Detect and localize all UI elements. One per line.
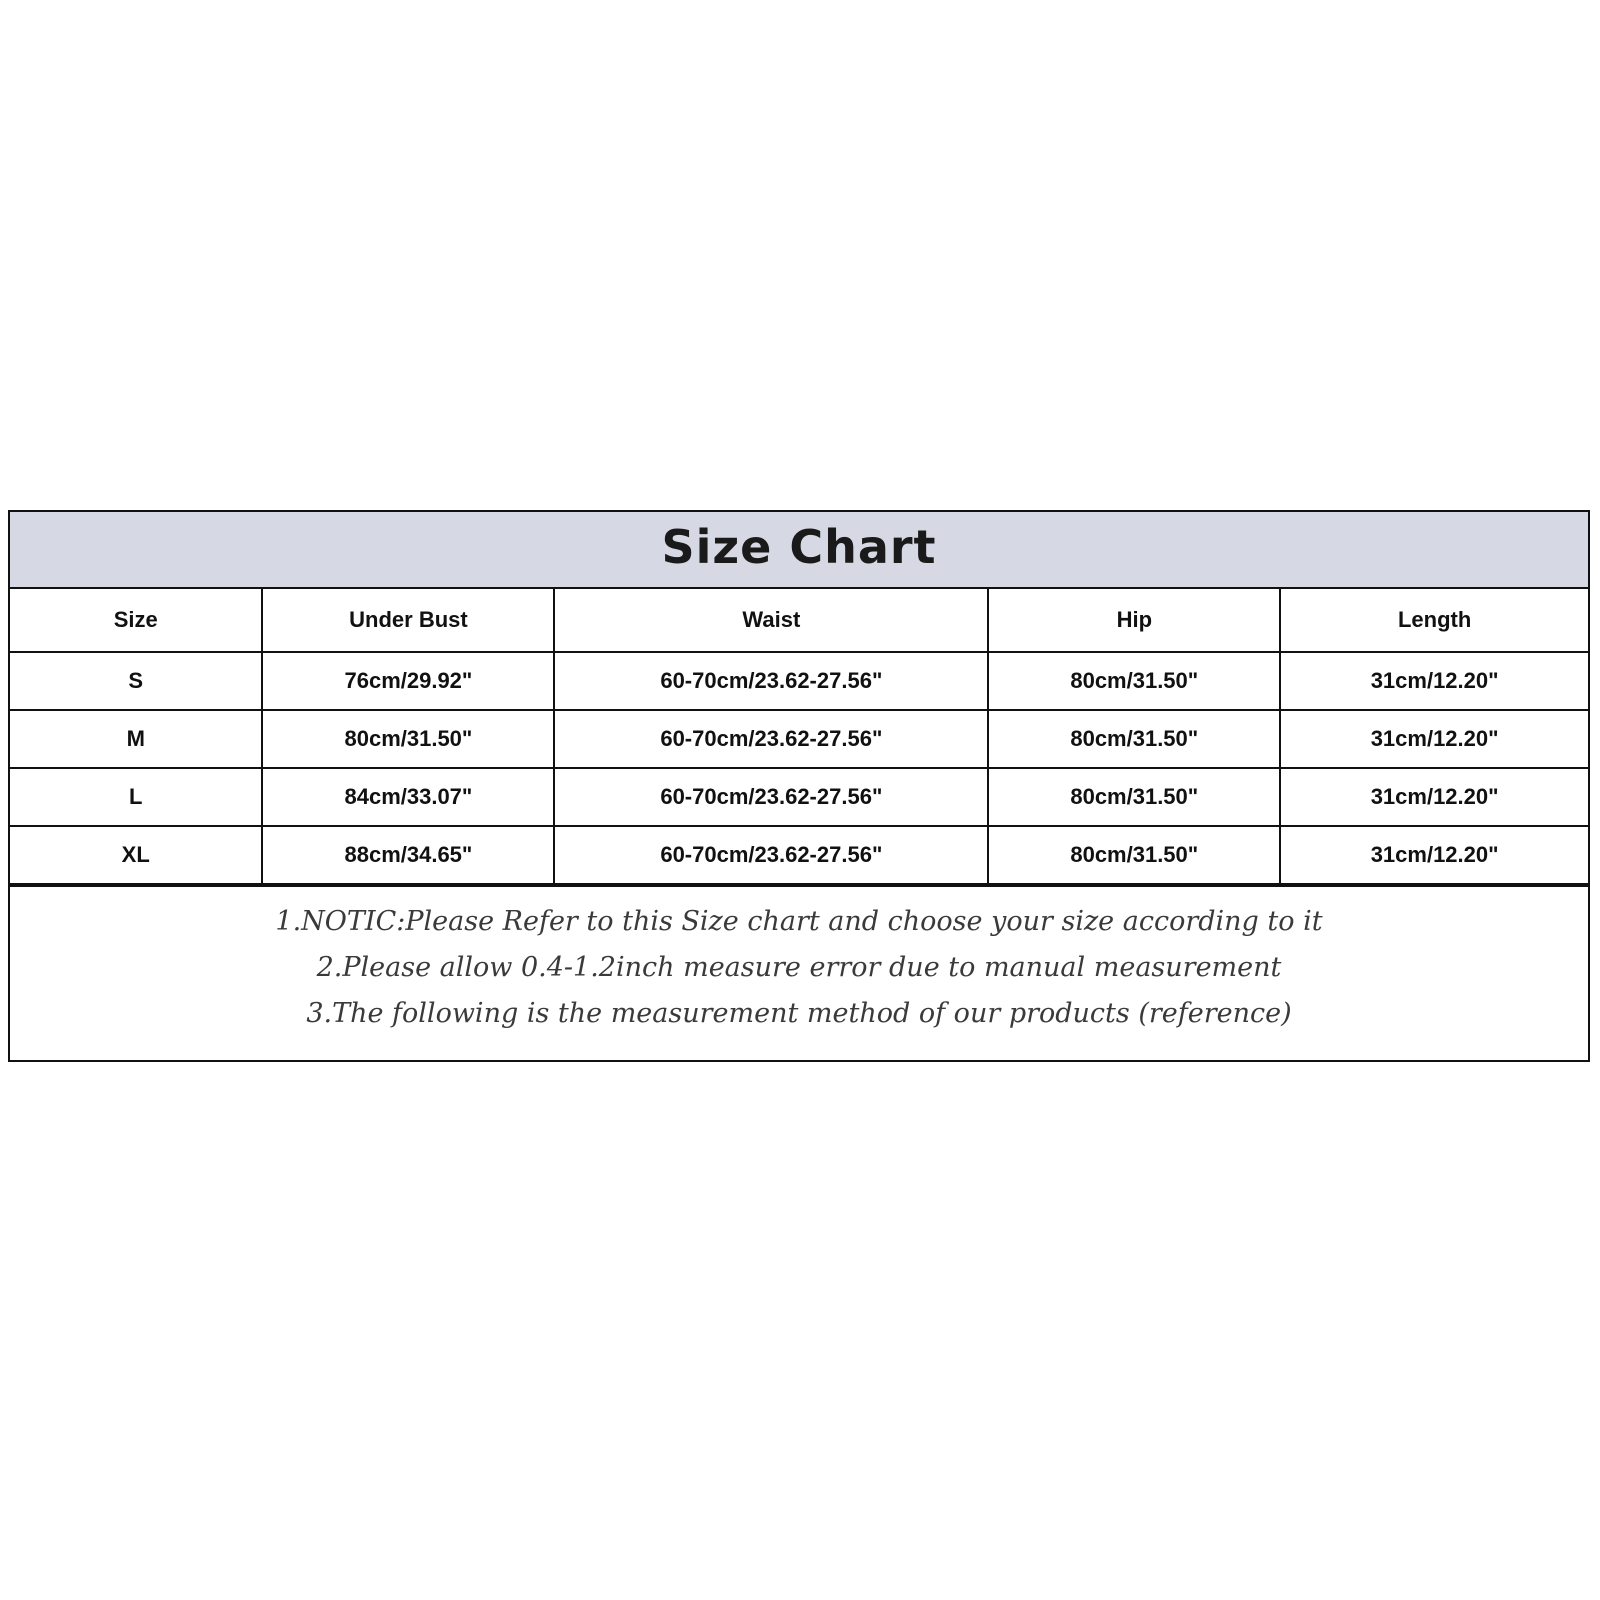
column-header-size: Size (10, 589, 262, 652)
cell-waist: 60-70cm/23.62-27.56" (554, 710, 988, 768)
note-line-2: 2.Please allow 0.4-1.2inch measure error due to manual measurement (316, 952, 1282, 984)
cell-size: M (10, 710, 262, 768)
cell-waist: 60-70cm/23.62-27.56" (554, 768, 988, 826)
column-header-length: Length (1280, 589, 1588, 652)
table-row (10, 710, 1588, 768)
cell-waist: 60-70cm/23.62-27.56" (554, 826, 988, 884)
cell-under-bust: 76cm/29.92" (262, 652, 554, 710)
cell-size: XL (10, 826, 262, 884)
table-row (10, 768, 1588, 826)
cell-waist: 60-70cm/23.62-27.56" (554, 652, 988, 710)
cell-length: 31cm/12.20" (1280, 826, 1588, 884)
cell-hip: 80cm/31.50" (988, 768, 1280, 826)
cell-under-bust: 84cm/33.07" (262, 768, 554, 826)
page-title: Size Chart (661, 520, 937, 574)
cell-hip: 80cm/31.50" (988, 826, 1280, 884)
column-header-waist: Waist (554, 589, 988, 652)
size-chart-table (10, 589, 1588, 885)
size-chart (8, 510, 1590, 1062)
table-row (10, 652, 1588, 710)
size-chart-title-bar (10, 512, 1588, 589)
size-chart-notes (10, 885, 1588, 1060)
cell-under-bust: 80cm/31.50" (262, 710, 554, 768)
column-header-hip: Hip (988, 589, 1280, 652)
table-header-row (10, 589, 1588, 652)
table-header (10, 589, 1588, 652)
cell-length: 31cm/12.20" (1280, 652, 1588, 710)
note-line-3: 3.The following is the measurement method of our products (reference) (306, 998, 1292, 1030)
cell-hip: 80cm/31.50" (988, 710, 1280, 768)
note-line-1: 1.NOTIC:Please Refer to this Size chart and choose your size according to it (275, 905, 1323, 937)
cell-size: L (10, 768, 262, 826)
column-header-under-bust: Under Bust (262, 589, 554, 652)
table-row (10, 826, 1588, 884)
table-body (10, 652, 1588, 884)
cell-hip: 80cm/31.50" (988, 652, 1280, 710)
cell-under-bust: 88cm/34.65" (262, 826, 554, 884)
cell-length: 31cm/12.20" (1280, 710, 1588, 768)
cell-size: S (10, 652, 262, 710)
cell-length: 31cm/12.20" (1280, 768, 1588, 826)
